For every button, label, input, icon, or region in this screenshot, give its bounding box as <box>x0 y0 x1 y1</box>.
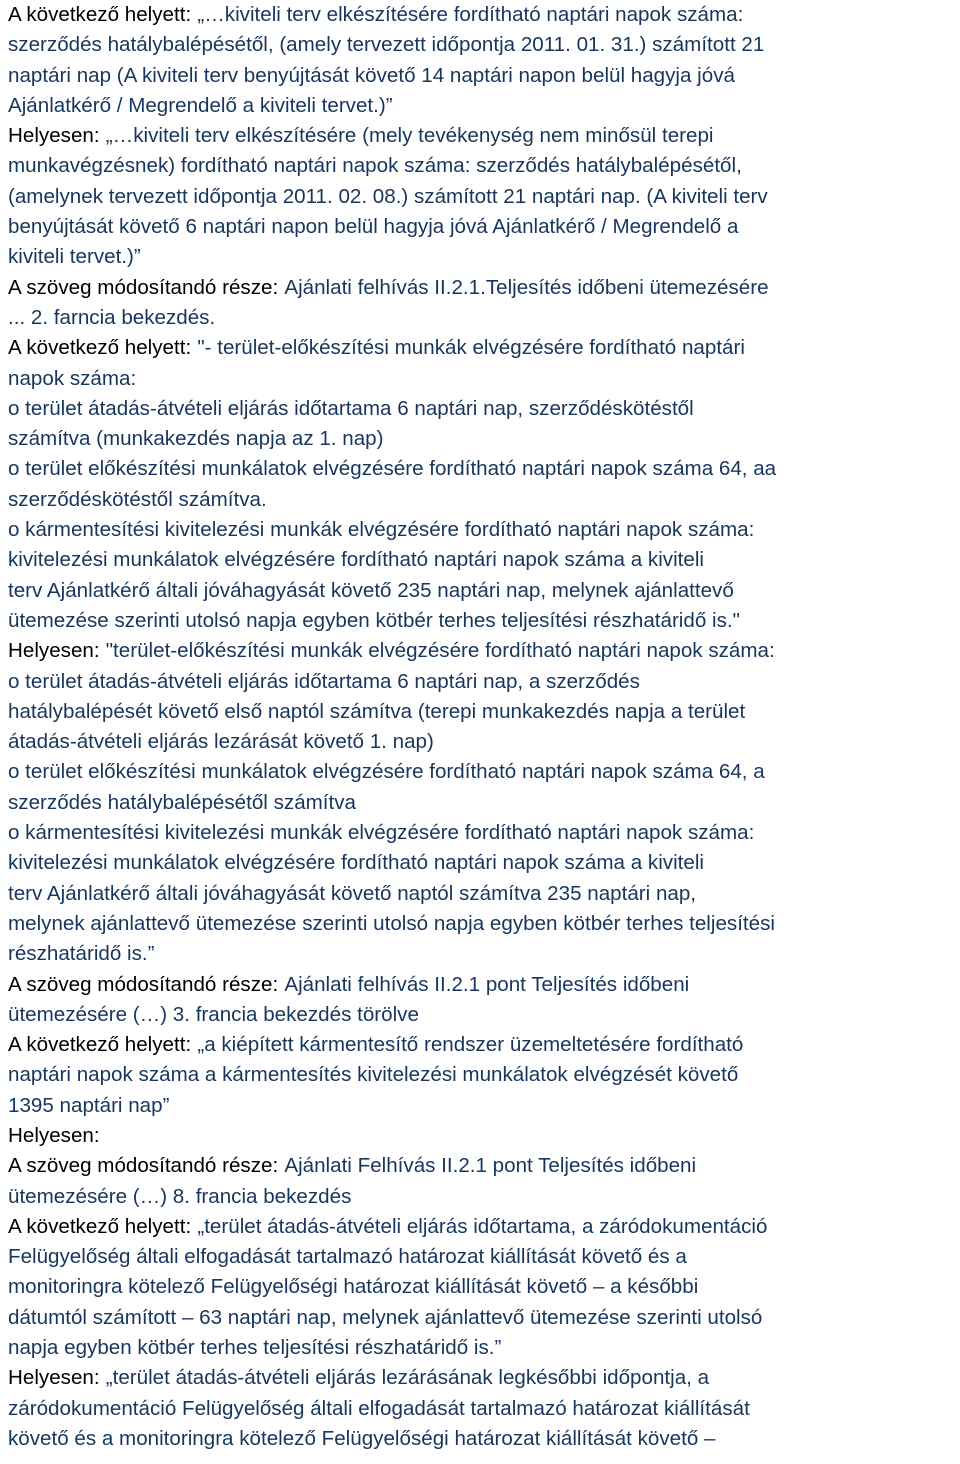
text-line <box>8 1151 952 1181</box>
line-key: A következő helyett: <box>8 336 192 360</box>
text-line <box>8 727 952 757</box>
line-value: számítva (munkakezdés napja az 1. nap) <box>8 427 384 451</box>
line-value: o terület átadás-átvételi eljárás időtartama 6 naptári nap, szerződéskötéstől <box>8 396 694 420</box>
line-key: A következő helyett: <box>8 1214 192 1238</box>
text-line <box>8 1000 952 1030</box>
line-key: Helyesen: <box>8 639 100 663</box>
text-line <box>8 1182 952 1212</box>
line-value: szerződéskötéstől számítva. <box>8 487 267 511</box>
line-key: A szöveg módosítandó része: <box>8 1154 279 1178</box>
line-value: részhatáridő is.” <box>8 942 155 966</box>
line-value: átadás-átvételi eljárás lezárását követő 1. nap) <box>8 730 434 754</box>
line-value: 1395 naptári nap” <box>8 1093 170 1117</box>
text-line <box>8 818 952 848</box>
text-line <box>8 1333 952 1363</box>
line-key: A következő helyett: <box>8 3 192 26</box>
line-value: o kármentesítési kivitelezési munkák elvégzésére fordítható naptári napok száma: <box>8 821 755 845</box>
text-line <box>8 939 952 969</box>
line-value: benyújtását követő 6 naptári napon belül hagyja jóvá Ajánlatkérő / Megrendelő a <box>8 215 739 239</box>
text-line <box>8 1394 952 1424</box>
line-key: Helyesen: <box>8 1123 100 1147</box>
text-line <box>8 757 952 787</box>
text-line <box>8 273 952 303</box>
line-value: kiviteli tervet.)” <box>8 245 141 269</box>
line-value: szerződés hatálybalépésétől, (amely tervezett időpontja 2011. 01. 31.) számított 21 <box>8 33 765 57</box>
line-value: monitoringra kötelező Felügyelőségi határozat kiállítását követő – a későbbi <box>8 1275 699 1299</box>
line-value: o terület előkészítési munkálatok elvégzésére fordítható naptári napok száma 64, aa <box>8 457 777 481</box>
text-line <box>8 1121 952 1151</box>
text-line <box>8 1060 952 1090</box>
text-line <box>8 242 952 272</box>
line-value: ütemezésére (…) 3. francia bekezdés törölve <box>8 1002 419 1026</box>
text-line <box>8 364 952 394</box>
text-line <box>8 788 952 818</box>
line-key: A szöveg módosítandó része: <box>8 275 279 299</box>
text-line <box>8 1272 952 1302</box>
text-line <box>8 606 952 636</box>
text-line <box>8 636 952 666</box>
line-value: követő és a monitoringra kötelező Felügyelőségi határozat kiállítását követő – <box>8 1426 716 1450</box>
text-line <box>8 1363 952 1393</box>
text-line <box>8 515 952 545</box>
text-line <box>8 121 952 151</box>
text-line <box>8 697 952 727</box>
text-line <box>8 61 952 91</box>
text-line <box>8 1242 952 1272</box>
line-value: o terület előkészítési munkálatok elvégzésére fordítható naptári napok száma 64, a <box>8 760 765 784</box>
text-line <box>8 454 952 484</box>
line-value: ütemezésére (…) 8. francia bekezdés <box>8 1184 352 1208</box>
text-line <box>8 970 952 1000</box>
line-value: Felügyelőség általi elfogadását tartalmazó határozat kiállítását követő és a <box>8 1245 687 1269</box>
text-line <box>8 1303 952 1333</box>
text-line <box>8 30 952 60</box>
text-line <box>8 151 952 181</box>
line-value: hatálybalépését követő első naptól számítva (terepi munkakezdés napja a terület <box>8 699 746 723</box>
text-line <box>8 848 952 878</box>
text-line <box>8 576 952 606</box>
line-value: Ajánlati felhívás II.2.1 pont Teljesítés időbeni <box>284 972 690 996</box>
text-line <box>8 424 952 454</box>
line-value: "- terület-előkészítési munkák elvégzésére fordítható naptári <box>197 336 745 360</box>
text-line <box>8 909 952 939</box>
text-line <box>8 303 952 333</box>
line-value: naptári nap (A kiviteli terv benyújtását követő 14 naptári napon belül hagyja jóvá <box>8 63 735 87</box>
text-line <box>8 545 952 575</box>
text-line <box>8 182 952 212</box>
line-value: „terület átadás-átvételi eljárás időtartama, a záródokumentáció <box>197 1214 768 1238</box>
line-value: Ajánlati Felhívás II.2.1 pont Teljesítés időbeni <box>284 1154 697 1178</box>
text-line <box>8 1091 952 1121</box>
line-value: napja egyben kötbér terhes teljesítési részhatáridő is.” <box>8 1336 502 1360</box>
line-key: Helyesen: <box>8 124 100 148</box>
line-value: terv Ajánlatkérő általi jóváhagyását követő 235 naptári nap, melynek ajánlattevő <box>8 578 734 602</box>
line-value: kivitelezési munkálatok elvégzésére fordítható naptári napok száma a kiviteli <box>8 548 704 572</box>
text-line <box>8 91 952 121</box>
line-value: kivitelezési munkálatok elvégzésére fordítható naptári napok száma a kiviteli <box>8 851 704 875</box>
line-value: Ajánlatkérő / Megrendelő a kiviteli tervet.)” <box>8 93 393 117</box>
text-line <box>8 394 952 424</box>
text-line <box>8 1424 952 1454</box>
line-value: ütemezése szerinti utolsó napja egyben kötbér terhes teljesítési részhatáridő is." <box>8 608 740 632</box>
text-line <box>8 333 952 363</box>
line-value: „a kiépített kármentesítő rendszer üzemeltetésére fordítható <box>197 1033 744 1057</box>
line-value: o terület átadás-átvételi eljárás időtartama 6 naptári nap, a szerződés <box>8 669 640 693</box>
text-line <box>8 667 952 697</box>
text-line <box>8 212 952 242</box>
line-value: záródokumentáció Felügyelőség általi elfogadását tartalmazó határozat kiállítását <box>8 1396 750 1420</box>
text-line <box>8 1030 952 1060</box>
line-value: naptári napok száma a kármentesítés kivitelezési munkálatok elvégzését követő <box>8 1063 739 1087</box>
text-line <box>8 0 952 30</box>
line-value: „…kiviteli terv elkészítésére (mely tevékenység nem minősül terepi <box>105 124 714 148</box>
line-value: szerződés hatálybalépésétől számítva <box>8 790 356 814</box>
line-value: napok száma: <box>8 366 137 390</box>
line-value: ... 2. farncia bekezdés. <box>8 305 216 329</box>
line-key: A következő helyett: <box>8 1033 192 1057</box>
line-value: melynek ajánlattevő ütemezése szerinti utolsó napja egyben kötbér terhes teljesítési <box>8 911 775 935</box>
line-key: A szöveg módosítandó része: <box>8 972 279 996</box>
line-value: „…kiviteli terv elkészítésére fordítható naptári napok száma: <box>197 3 744 26</box>
line-value: (amelynek tervezett időpontja 2011. 02. 08.) számított 21 naptári nap. (A kiviteli terv <box>8 184 768 208</box>
text-line <box>8 1212 952 1242</box>
line-value: Ajánlati felhívás II.2.1.Teljesítés időbeni ütemezésére <box>284 275 769 299</box>
line-value: terv Ajánlatkérő általi jóváhagyását követő naptól számítva 235 naptári nap, <box>8 881 697 905</box>
line-value: „terület átadás-átvételi eljárás lezárásának legkésőbbi időpontja, a <box>105 1366 710 1390</box>
line-value: munkavégzésnek) fordítható naptári napok száma: szerződés hatálybalépésétől, <box>8 154 742 178</box>
line-value: dátumtól számított – 63 naptári nap, melynek ajánlattevő ütemezése szerinti utolsó <box>8 1305 763 1329</box>
text-line <box>8 879 952 909</box>
text-line <box>8 485 952 515</box>
line-value: o kármentesítési kivitelezési munkák elvégzésére fordítható naptári napok száma: <box>8 518 755 542</box>
line-key: Helyesen: <box>8 1366 100 1390</box>
line-value: "terület-előkészítési munkák elvégzésére fordítható naptári napok száma: <box>105 639 775 663</box>
